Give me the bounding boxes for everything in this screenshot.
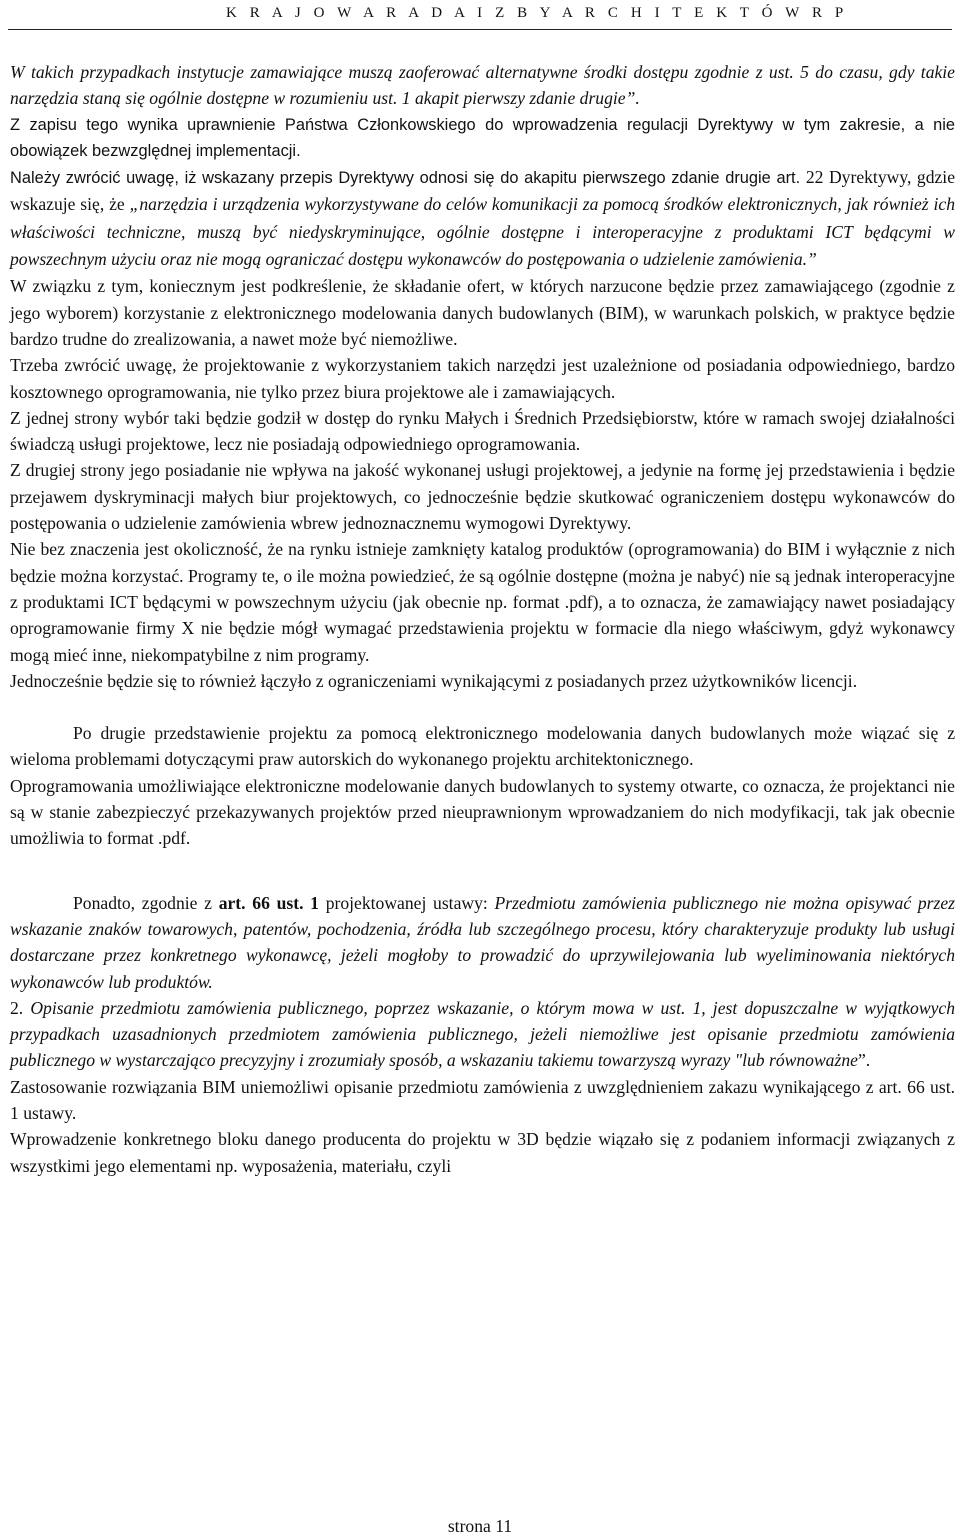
- paragraph-15: Zastosowanie rozwiązania BIM uniemożliwi opisanie przedmiotu zamówienia z uwzględnieniem zakazu wynikającego z art. 66 ust. 1 ustawy.: [10, 1076, 955, 1123]
- paragraph-13: [10, 890, 955, 995]
- paragraph-3: [10, 164, 955, 273]
- paragraph-6: Trzeba zwrócić uwagę, że projektowanie z wykorzystaniem takich narzędzi jest uzależnione od posiadania odpowiedniego, bardzo kosztownego oprogramowania, nie tylko przez biura projektowe ale i zamawiających.: [10, 355, 955, 402]
- paragraph-4-lead: 22 Dyrektywy, gdzie wskazuje się, że: [10, 167, 955, 215]
- paragraph-7: Z jednej strony wybór taki będzie godził w dostęp do rynku Małych i Średnich Przedsiębiorstw, które w ramach swojej działalności świadczą usługi projektowe, lecz nie posiadają odpowiedniego oprogramowania.: [10, 407, 955, 455]
- article-reference: art. 66 ust. 1: [218, 892, 319, 913]
- paragraph-10: Jednocześnie będzie się to również łączyło z ograniczeniami wynikającymi z posiadanych przez użytkowników licencji.: [10, 670, 858, 691]
- paragraph-13-mid: projektowanej ustawy:: [318, 892, 495, 913]
- statute-quote: Przedmiotu zamówienia publicznego nie można opisywać przez wskazanie znaków towarowych, patentów, pochodzenia, źródła lub szczególnego procesu, który charakteryzuje produkty lub usługi dostarczane przez konkretnego wykonawcę, jeżeli mogłoby to prowadzić do uprzywilejowania lub wyeliminowania niektórych wykonawców lub produktów.: [10, 892, 956, 992]
- paragraph-9: Nie bez znaczenia jest okoliczność, że na rynku istnieje zamknięty katalog produktów (oprogramowania) do BIM i wyłącznie z nich będzie można korzystać. Programy te, o ile można powiedzieć, że są ogólnie dostępne (można je nabyć) nie są jednak interoperacyjne z produktami ICT będącymi w powszechnym użyciu (jak obecnie np. format .pdf), a to oznacza, że zamawiający nawet posiadający oprogramowanie firmy X nie będzie mógł wymagać przedstawienia projektu w formacie dla niego właściwym, gdyż wykonawcy mogą mieć inne, niekompatybilne z nim programy.: [10, 539, 955, 665]
- document-body: [10, 59, 955, 1179]
- paragraph-14-end: ”.: [857, 1050, 871, 1071]
- paragraph-1: [10, 59, 955, 112]
- paragraph-3-text: Należy zwrócić uwagę, iż wskazany przepis Dyrektywy odnosi się do akapitu pierwszego zdanie drugie art.: [10, 169, 801, 188]
- paragraph-16: Wprowadzenie konkretnego bloku danego producenta do projektu w 3D będzie wiązało się z podaniem informacji związanych z wszystkimi jego elementami np. wyposażenia, materiału, czyli: [10, 1129, 955, 1176]
- statute-quote-2: Opisanie przedmiotu zamówienia publicznego, poprzez wskazanie, o którym mowa w ust. 1, jest dopuszczalne w wyjątkowych przypadkach uzasadnionych przedmiotem zamówienia publicznego, jeżeli niemożliwe jest opisanie przedmiotu zamówienia publicznego w wystarczająco precyzyjny i zrozumiały sposób, a wskazaniu takiemu towarzyszą wyrazy "lub równoważne: [10, 997, 955, 1071]
- page-number: strona 11: [447, 1516, 513, 1536]
- quote-text: W takich przypadkach instytucje zamawiające muszą zaoferować alternatywne środki dostępu zgodnie z ust. 5 do czasu, gdy takie narzędzia staną się ogólnie dostępne w rozumieniu ust. 1 akapit pierwszy zdanie drugie”.: [10, 62, 955, 109]
- header-divider: [8, 29, 952, 30]
- paragraph-14-number: 2.: [10, 997, 31, 1018]
- paragraph-13-lead: Ponadto, zgodnie z: [73, 892, 219, 913]
- paragraph-11: Po drugie przedstawienie projektu za pomocą elektronicznego modelowania danych budowlanych może wiązać się z wieloma problemami dotyczącymi praw autorskich do wykonanego projektu architektonicznego.: [10, 723, 955, 770]
- paragraph-14: [10, 995, 955, 1074]
- page-header-title: K R A J O W A R A D A I Z B Y A R C H I T E K T Ó W R P: [226, 5, 848, 21]
- directive-quote: „narzędzia i urządzenia wykorzystywane do celów komunikacji za pomocą środków elektronicznych, jak również ich właściwości techniczne, muszą być niedyskryminujące, ogólnie dostępne i interoperacyjne z produktami ICT będącymi w powszechnym użyciu oraz nie mogą ograniczać dostępu wykonawców do postępowania o udzielenie zamówienia.”: [10, 194, 955, 270]
- paragraph-2: Z zapisu tego wynika uprawnienie Państwa Członkowskiego do wprowadzenia regulacji Dyrektywy w tym zakresie, a nie obowiązek bezwzględnej implementacji.: [10, 115, 955, 160]
- paragraph-8: Z drugiej strony jego posiadanie nie wpływa na jakość wykonanej usługi projektowej, a jedynie na formę jej przedstawienia i będzie przejawem dyskryminacji małych biur projektowych, co jednocześnie będzie skutkować ograniczeniem dostępu wykonawców do postępowania o udzielenie zamówienia wbrew jednoznacznemu wymogowi Dyrektywy.: [10, 460, 955, 534]
- paragraph-12: Oprogramowania umożliwiające elektroniczne modelowanie danych budowlanych to systemy otwarte, co oznacza, że projektanci nie są w stanie zabezpieczyć przekazywanych projektów przed nieuprawnionym wprowadzaniem do nich modyfikacji, tak jak obecnie umożliwia to format .pdf.: [10, 775, 955, 849]
- paragraph-5: W związku z tym, koniecznym jest podkreślenie, że składanie ofert, w których narzucone będzie przez zamawiającego (zgodnie z jego wyborem) korzystanie z elektronicznego modelowania danych budowlanych (BIM), w warunkach polskich, w praktyce będzie bardzo trudne do zrealizowania, a nawet może być niemożliwe.: [10, 276, 955, 349]
